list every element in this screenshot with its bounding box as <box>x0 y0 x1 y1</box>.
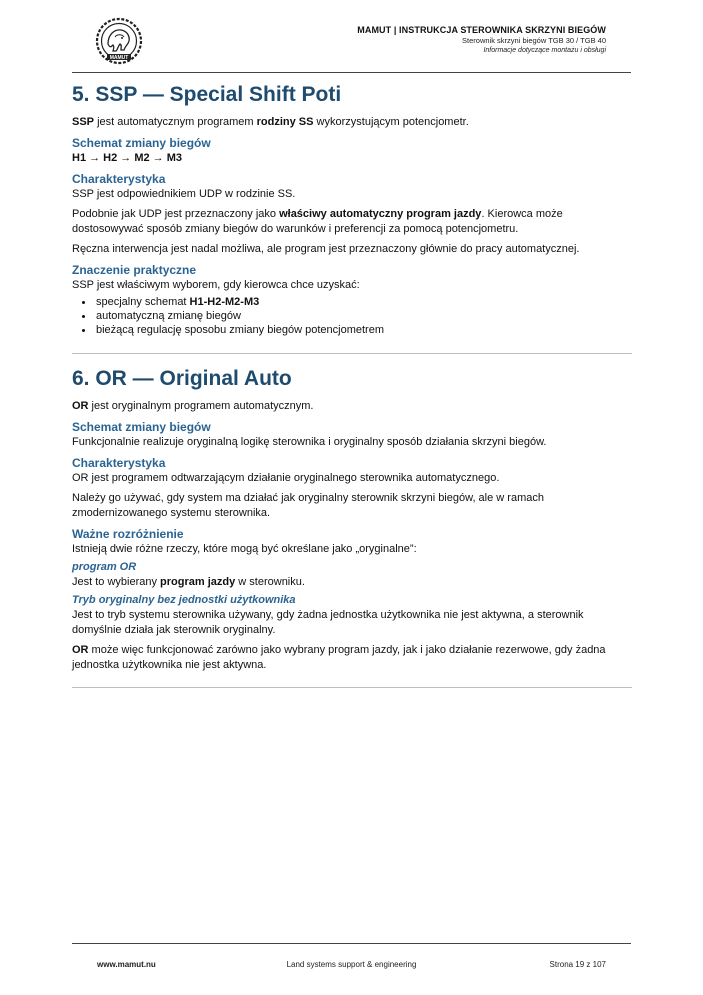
ssp-characteristics-heading: Charakterystyka <box>72 172 166 186</box>
section-6-intro: OR jest oryginalnym programem automatycznym. <box>72 400 314 412</box>
original-mode-text: Jest to tryb systemu sterownika używany, gdy żadna jednostka użytkownika nie jest aktywna, a sterownik domyślnie działa jak sterownik oryginalny. <box>72 609 584 636</box>
footer-tagline: Land systems support & engineering <box>286 960 417 969</box>
ssp-shift-heading: Schemat zmiany biegów <box>72 136 211 150</box>
section-6-heading: 6. OR — Original Auto <box>72 367 292 390</box>
original-mode-subheading: Tryb oryginalny bez jednostki użytkownika <box>72 594 296 606</box>
or-characteristics-heading: Charakterystyka <box>72 456 166 470</box>
list-item: • automatyczną zmianę biegów <box>94 309 632 323</box>
footer-divider <box>72 943 631 944</box>
or-program-subheading: program OR <box>72 561 137 573</box>
footer-website: www.mamut.nu <box>97 960 156 969</box>
section-divider <box>72 687 632 688</box>
or-shift-heading: Schemat zmiany biegów <box>72 420 211 434</box>
section-divider <box>72 353 632 354</box>
section-5-intro: SSP jest automatycznym programem rodziny SS wykorzystującym potencjometr. <box>72 116 469 128</box>
ssp-practical-heading: Znaczenie praktyczne <box>72 263 197 277</box>
header-divider <box>72 72 631 73</box>
section-5-heading: 5. SSP — Special Shift Poti <box>72 83 342 106</box>
ssp-char-p3: Ręczna interwencja jest nadal możliwa, ale program jest przeznaczony głównie do pracy automatycznej. <box>72 243 580 255</box>
list-item: • specjalny schemat H1-H2-M2-M3 <box>94 295 632 309</box>
or-char-p1: OR jest programem odtwarzającym działanie oryginalnego sterownika automatycznego. <box>72 472 500 484</box>
ssp-char-p2: Podobnie jak UDP jest przeznaczony jako właściwy automatyczny program jazdy. Kierowca może dostosowywać sposób zmiany biegów do warunków i preferencji za pomocą potencjometru. <box>72 208 563 235</box>
or-final-paragraph: OR może więc funkcjonować zarówno jako wybrany program jazdy, jak i jako działanie rezerwowe, gdy żadna jednostka użytkownika nie jest aktywna. <box>72 644 606 671</box>
ssp-practical-list <box>72 295 632 337</box>
header-subtitle: Sterownik skrzyni biegów TGB 30 / TGB 40 <box>462 36 606 45</box>
logo-text: MAMUT <box>109 54 129 61</box>
or-program-text: Jest to wybierany program jazdy w sterowniku. <box>72 576 305 588</box>
list-item: • bieżącą regulację sposobu zmiany biegów potencjometrem <box>94 323 632 337</box>
or-distinction-heading: Ważne rozróżnienie <box>72 527 184 541</box>
ssp-char-p1: SSP jest odpowiednikiem UDP w rodzinie SS. <box>72 188 296 200</box>
main-content <box>72 82 632 700</box>
page-header <box>357 24 606 55</box>
footer-page-number: Strona 19 z 107 <box>549 960 606 969</box>
header-title: MAMUT | INSTRUKCJA STEROWNIKA SKRZYNI BIEGÓW <box>357 25 606 35</box>
ssp-shift-scheme: H1 → H2 → M2 → M3 <box>72 152 183 164</box>
header-note: Informacje dotyczące montażu i obsługi <box>483 47 606 54</box>
mamut-logo <box>95 17 143 65</box>
or-distinction-intro: Istnieją dwie różne rzeczy, które mogą być określane jako „oryginalne”: <box>72 543 417 555</box>
or-shift-text: Funkcjonalnie realizuje oryginalną logikę sterownika i oryginalny sposób działania skrzyni biegów. <box>72 436 547 448</box>
ssp-practical-intro: SSP jest właściwym wyborem, gdy kierowca chce uzyskać: <box>72 279 360 291</box>
or-char-p2: Należy go używać, gdy system ma działać jak oryginalny sterownik skrzyni biegów, ale w ramach zmodernizowanego systemu sterownika. <box>72 492 544 519</box>
